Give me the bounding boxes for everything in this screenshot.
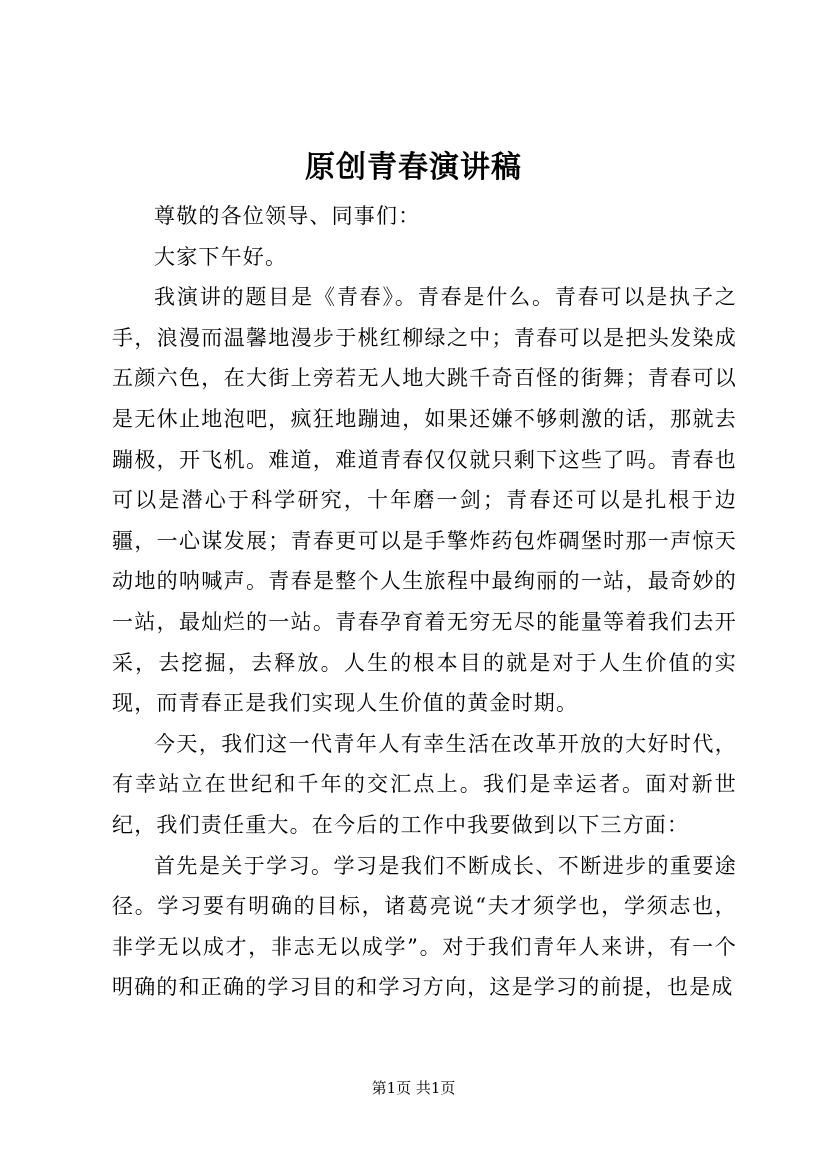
body-paragraph: 今天，我们这一代青年人有幸生活在改革开放的大好时代，有幸站立在世纪和千年的交汇点上。我们是幸运者。面对新世纪，我们责任重大。在今后的工作中我要做到以下三方面： [112, 731, 737, 837]
salutation-paragraph: 尊敬的各位领导、同事们： [154, 204, 421, 228]
document-title: 原创青春演讲稿 [305, 150, 522, 185]
document-body [112, 196, 737, 1008]
greeting-paragraph: 大家下午好。 [154, 244, 288, 269]
body-paragraph: 首先是关于学习。学习是我们不断成长、不断进步的重要途径。学习要有明确的目标，诸葛亮说“夫才须学也，学须志也，非学无以成才，非志无以成学”。对于我们青年人来讲，有一个明确的和正确的学习目的和学习方向，这是学习的前提，也是成 [112, 853, 737, 1000]
page-footer: 第1页 共1页 [371, 1079, 456, 1097]
body-paragraph: 我演讲的题目是《青春》。青春是什么。青春可以是执子之手，浪漫而温馨地漫步于桃红柳绿之中；青春可以是把头发染成五颜六色，在大街上旁若无人地大跳千奇百怪的街舞；青春可以是无休止地泡吧，疯狂地蹦迪，如果还嫌不够刺激的话，那就去蹦极，开飞机。难道，难道青春仅仅就只剩下这些了吗。青春也可以是潜心于科学研究，十年磨一剑；青春还可以是扎根于边疆，一心谋发展；青春更可以是手擎炸药包炸碉堡时那一声惊天动地的呐喊声。青春是整个人生旅程中最绚丽的一站，最奇妙的一站，最灿烂的一站。青春孕育着无穷无尽的能量等着我们去开采，去挖掘，去释放。人生的根本目的就是对于人生价值的实现，而青春正是我们实现人生价值的黄金时期。 [112, 285, 737, 716]
